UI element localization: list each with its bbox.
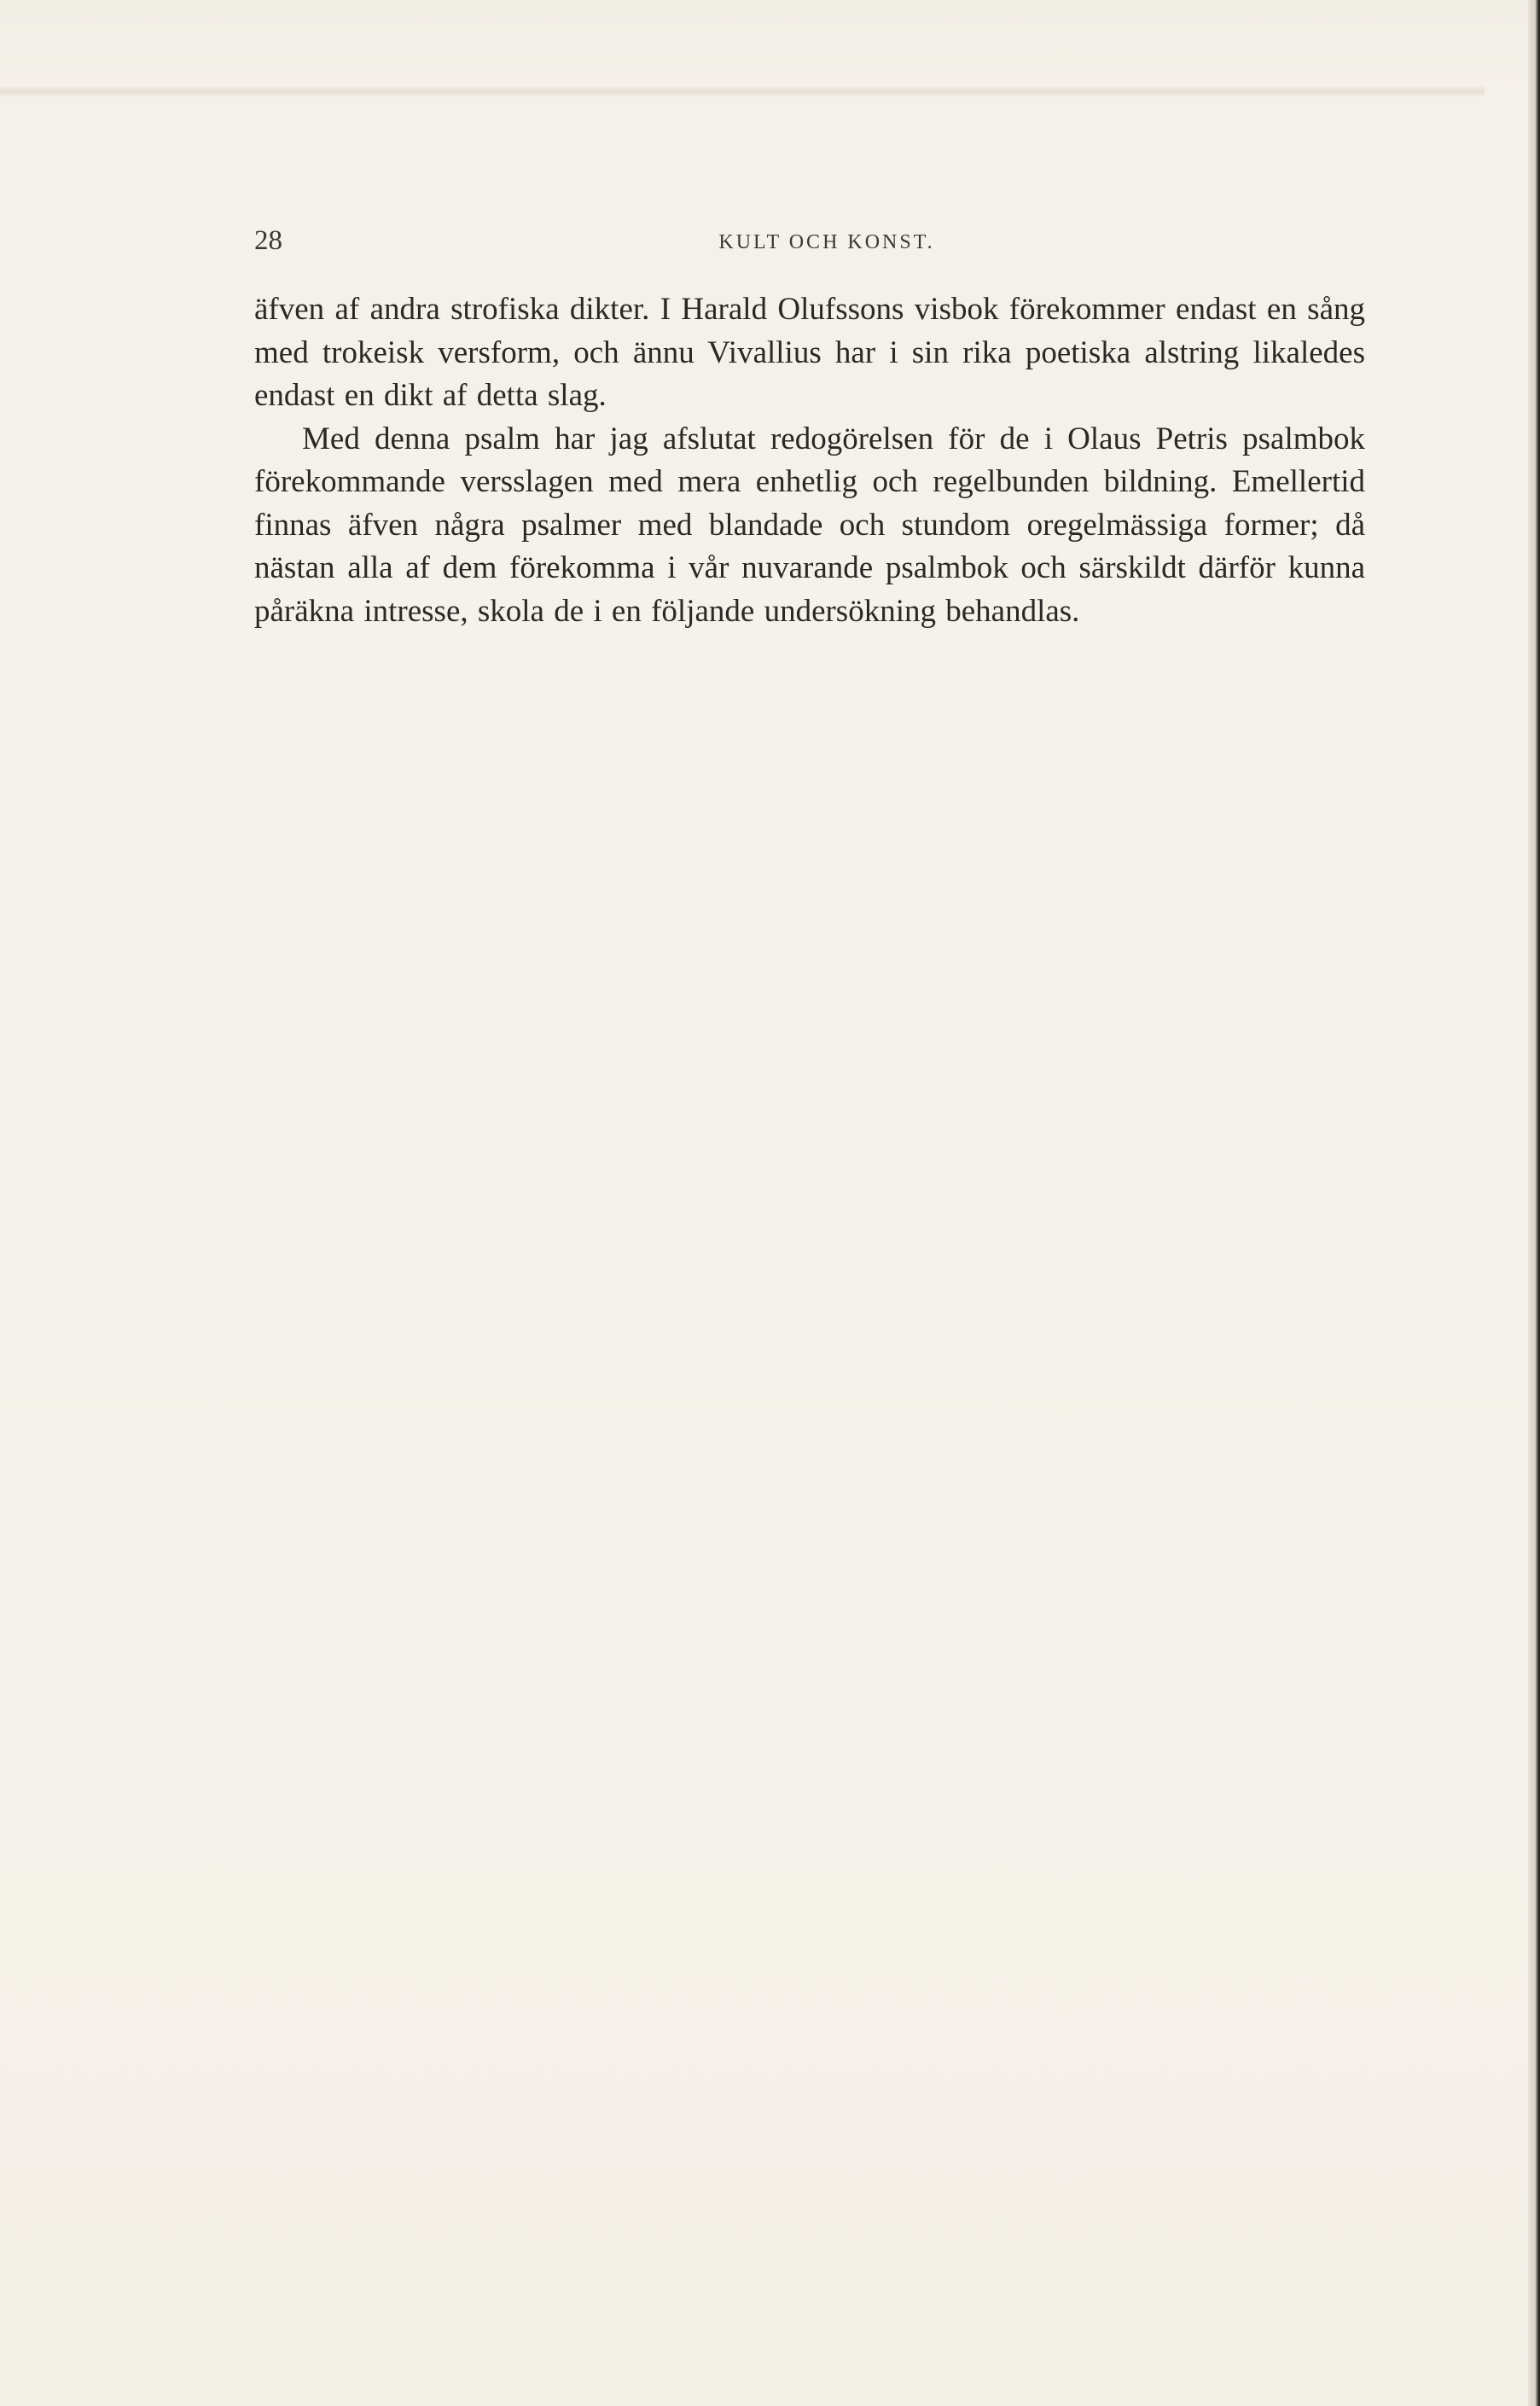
running-head — [254, 224, 1365, 258]
page-number: 28 — [254, 225, 282, 256]
running-title: KULT OCH KONST. — [718, 231, 935, 253]
paragraph: Med denna psalm har jag afslutat redogörelsen för de i Olaus Petris psalmbok förekommande versslagen med mera enhetlig och regelbunden bildning. Emellertid finnas äfven några psalmer med blandade och stundom oregelmässiga former; då nästan alla af dem förekomma i vår nuvarande psalmbok och särskildt därför kunna påräkna intresse, skola de i en följande undersökning behandlas. — [254, 421, 1365, 629]
scan-edge-right — [1528, 0, 1540, 2406]
scan-shadow-top — [0, 85, 1485, 97]
paragraph: äfven af andra strofiska dikter. I Harald Olufssons visbok förekommer endast en sång med trokeisk versform, och ännu Vivallius har i sin rika poetiska alstring likaledes endast en dikt af detta slag. — [254, 292, 1365, 413]
body-text — [254, 288, 1365, 633]
